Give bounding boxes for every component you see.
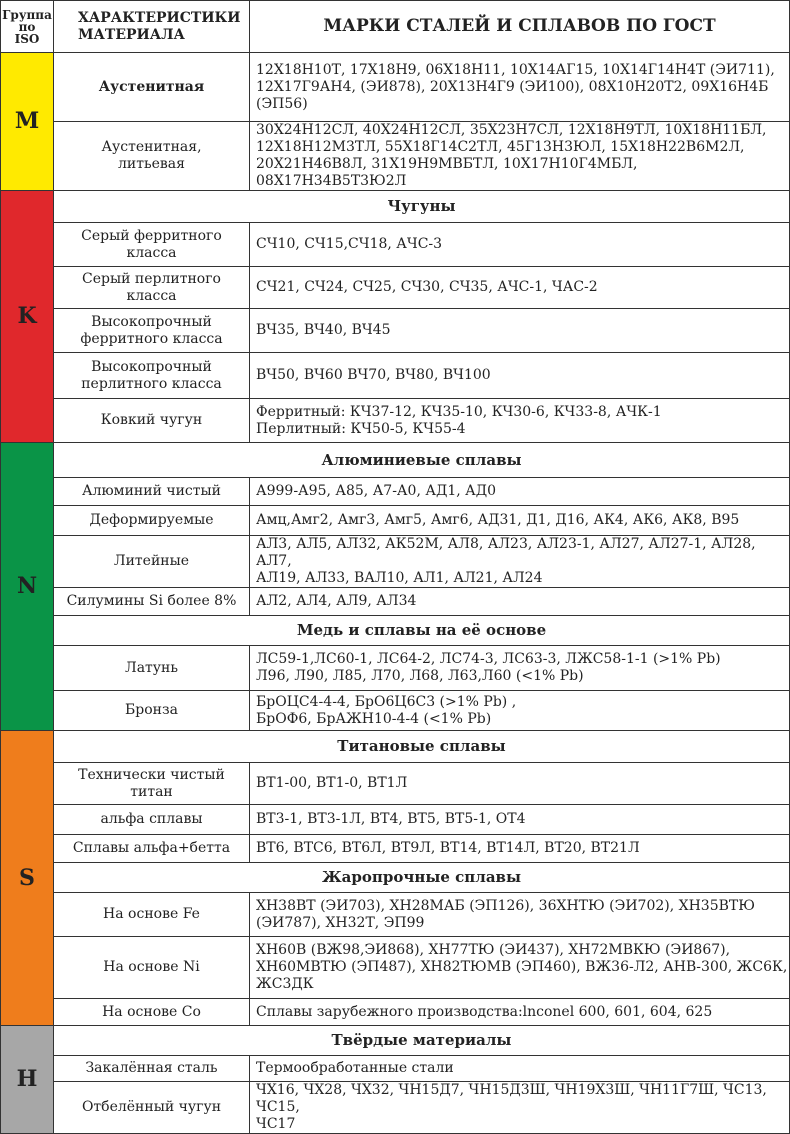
table-row <box>1 506 790 536</box>
steel-grades: ВЧ50, ВЧ60 ВЧ70, ВЧ80, ВЧ100 <box>250 353 790 399</box>
steel-grades: СЧ21, СЧ24, СЧ25, СЧ30, СЧ35, АЧС-1, ЧАС-2 <box>250 267 790 309</box>
iso-group-N: N <box>1 443 54 731</box>
table-row <box>1 1056 790 1082</box>
grades-header: МАРКИ СТАЛЕЙ И СПЛАВОВ ПО ГОСТ <box>250 1 790 53</box>
table-row <box>1 763 790 805</box>
table-row <box>1 267 790 309</box>
material-characteristic: Бронза <box>54 691 250 731</box>
table-row <box>1 122 790 191</box>
table-row <box>1 53 790 122</box>
section-row <box>1 191 790 223</box>
table-row <box>1 893 790 937</box>
material-characteristic: На основе Fe <box>54 893 250 937</box>
material-characteristic: Аустенитная, литьевая <box>54 122 250 191</box>
table-row <box>1 691 790 731</box>
steel-grades: ВЧ35, ВЧ40, ВЧ45 <box>250 309 790 353</box>
material-characteristic: Аустенитная <box>54 53 250 122</box>
steel-grades: Термообработанные стали <box>250 1056 790 1082</box>
table-row <box>1 588 790 616</box>
material-characteristic: Силумины Si более 8% <box>54 588 250 616</box>
table-row <box>1 536 790 588</box>
steel-grades: АЛ2, АЛ4, АЛ9, АЛ34 <box>250 588 790 616</box>
section-row <box>1 863 790 893</box>
steel-grades: Сплавы зарубежного производства:lnconel 600, 601, 604, 625 <box>250 999 790 1026</box>
steel-grades: ЛС59-1,ЛС60-1, ЛС64-2, ЛС74-3, ЛС63-3, ЛЖС58-1-1 (>1% Pb) Л96, Л90, Л85, Л70, Л68, Л63,Л60 (<1% Pb) <box>250 646 790 691</box>
material-characteristic: Серый перлитного класса <box>54 267 250 309</box>
material-characteristic: Деформируемые <box>54 506 250 536</box>
section-title: Медь и сплавы на её основе <box>54 616 790 646</box>
steel-grades: БрОЦС4-4-4, БрО6Ц6С3 (>1% Pb) , БрОФ6, БрАЖН10-4-4 (<1% Pb) <box>250 691 790 731</box>
material-characteristic: На основе Ni <box>54 937 250 999</box>
table-row <box>1 999 790 1026</box>
material-characteristic: Ковкий чугун <box>54 399 250 443</box>
steel-grades: ХН60В (ВЖ98,ЭИ868), ХН77ТЮ (ЭИ437), ХН72МВКЮ (ЭИ867), ХН60МВТЮ (ЭП487), ХН82ТЮМВ (ЭП460), ВЖ36-Л2, АНВ-300, ЖС6К, ЖС3ДК <box>250 937 790 999</box>
section-title: Чугуны <box>54 191 790 223</box>
table-row <box>1 223 790 267</box>
material-characteristic: Отбелённый чугун <box>54 1082 250 1134</box>
iso-group-S: S <box>1 731 54 1026</box>
material-characteristic: На основе Co <box>54 999 250 1026</box>
material-characteristic: Технически чистый титан <box>54 763 250 805</box>
section-title: Жаропрочные сплавы <box>54 863 790 893</box>
steel-grades: Ферритный: КЧ37-12, КЧ35-10, КЧ30-6, КЧ33-8, АЧК-1 Перлитный: КЧ50-5, КЧ55-4 <box>250 399 790 443</box>
table-row <box>1 309 790 353</box>
section-title: Твёрдые материалы <box>54 1026 790 1056</box>
section-row <box>1 731 790 763</box>
steel-grades: АЛ3, АЛ5, АЛ32, АК52М, АЛ8, АЛ23, АЛ23-1, АЛ27, АЛ27-1, АЛ28, АЛ7, АЛ19, АЛ33, ВАЛ10, АЛ1, АЛ21, АЛ24 <box>250 536 790 588</box>
material-characteristic: Высокопрочный ферритного класса <box>54 309 250 353</box>
characteristics-header: ХАРАКТЕРИСТИКИ МАТЕРИАЛА <box>54 1 250 53</box>
steel-grades: ВТ3-1, ВТ3-1Л, ВТ4, ВТ5, ВТ5-1, ОТ4 <box>250 805 790 835</box>
table-row <box>1 835 790 863</box>
steel-grades: ВТ1-00, ВТ1-0, ВТ1Л <box>250 763 790 805</box>
table-row <box>1 646 790 691</box>
material-characteristic: альфа сплавы <box>54 805 250 835</box>
table-row <box>1 805 790 835</box>
iso-group-header: Группа по ISO <box>1 1 54 53</box>
steel-grades: СЧ10, СЧ15,СЧ18, АЧС-3 <box>250 223 790 267</box>
section-title: Титановые сплавы <box>54 731 790 763</box>
material-characteristic: Сплавы альфа+бетта <box>54 835 250 863</box>
table-row <box>1 353 790 399</box>
steel-grades: ЧХ16, ЧХ28, ЧХ32, ЧН15Д7, ЧН15Д3Ш, ЧН19Х3Ш, ЧН11Г7Ш, ЧС13, ЧС15, ЧС17 <box>250 1082 790 1134</box>
section-row <box>1 1026 790 1056</box>
steel-grades: ХН38ВТ (ЭИ703), ХН28МАБ (ЭП126), 36ХНТЮ (ЭИ702), ХН35ВТЮ (ЭИ787), ХН32Т, ЭП99 <box>250 893 790 937</box>
steel-grades: А999-А95, А85, А7-А0, АД1, АД0 <box>250 478 790 506</box>
table-row <box>1 937 790 999</box>
table-row <box>1 478 790 506</box>
material-characteristic: Высокопрочный перлитного класса <box>54 353 250 399</box>
material-characteristic: Закалённая сталь <box>54 1056 250 1082</box>
material-characteristic: Литейные <box>54 536 250 588</box>
material-characteristic: Латунь <box>54 646 250 691</box>
steel-grades: Амц,Амг2, Амг3, Амг5, Амг6, АД31, Д1, Д16, АК4, АК6, АК8, В95 <box>250 506 790 536</box>
table-row <box>1 399 790 443</box>
iso-group-H: H <box>1 1026 54 1134</box>
steel-grades: ВТ6, ВТС6, ВТ6Л, ВТ9Л, ВТ14, ВТ14Л, ВТ20, ВТ21Л <box>250 835 790 863</box>
header-row <box>1 1 790 53</box>
section-row <box>1 616 790 646</box>
iso-group-M: M <box>1 53 54 191</box>
section-row <box>1 443 790 478</box>
section-title: Алюминиевые сплавы <box>54 443 790 478</box>
steel-grades: 30Х24Н12СЛ, 40Х24Н12СЛ, 35Х23Н7СЛ, 12Х18Н9ТЛ, 10Х18Н11БЛ, 12Х18Н12М3ТЛ, 55Х18Г14С2ТЛ, 45Г13Н3ЮЛ, 15Х18Н22В6М2Л, 20Х21Н46В8Л, 31Х19Н9МВБТЛ, 10Х17Н10Г4МБЛ, 08Х17Н34В5Т3Ю2Л <box>250 122 790 191</box>
steel-grades: 12Х18Н10Т, 17Х18Н9, 06Х18Н11, 10Х14АГ15, 10Х14Г14Н4Т (ЭИ711), 12Х17Г9АН4, (ЭИ878), 20Х13Н4Г9 (ЭИ100), 08Х10Н20Т2, 09Х16Н4Б (ЭП56) <box>250 53 790 122</box>
material-characteristic: Серый ферритного класса <box>54 223 250 267</box>
iso-group-K: K <box>1 191 54 443</box>
material-characteristic: Алюминий чистый <box>54 478 250 506</box>
